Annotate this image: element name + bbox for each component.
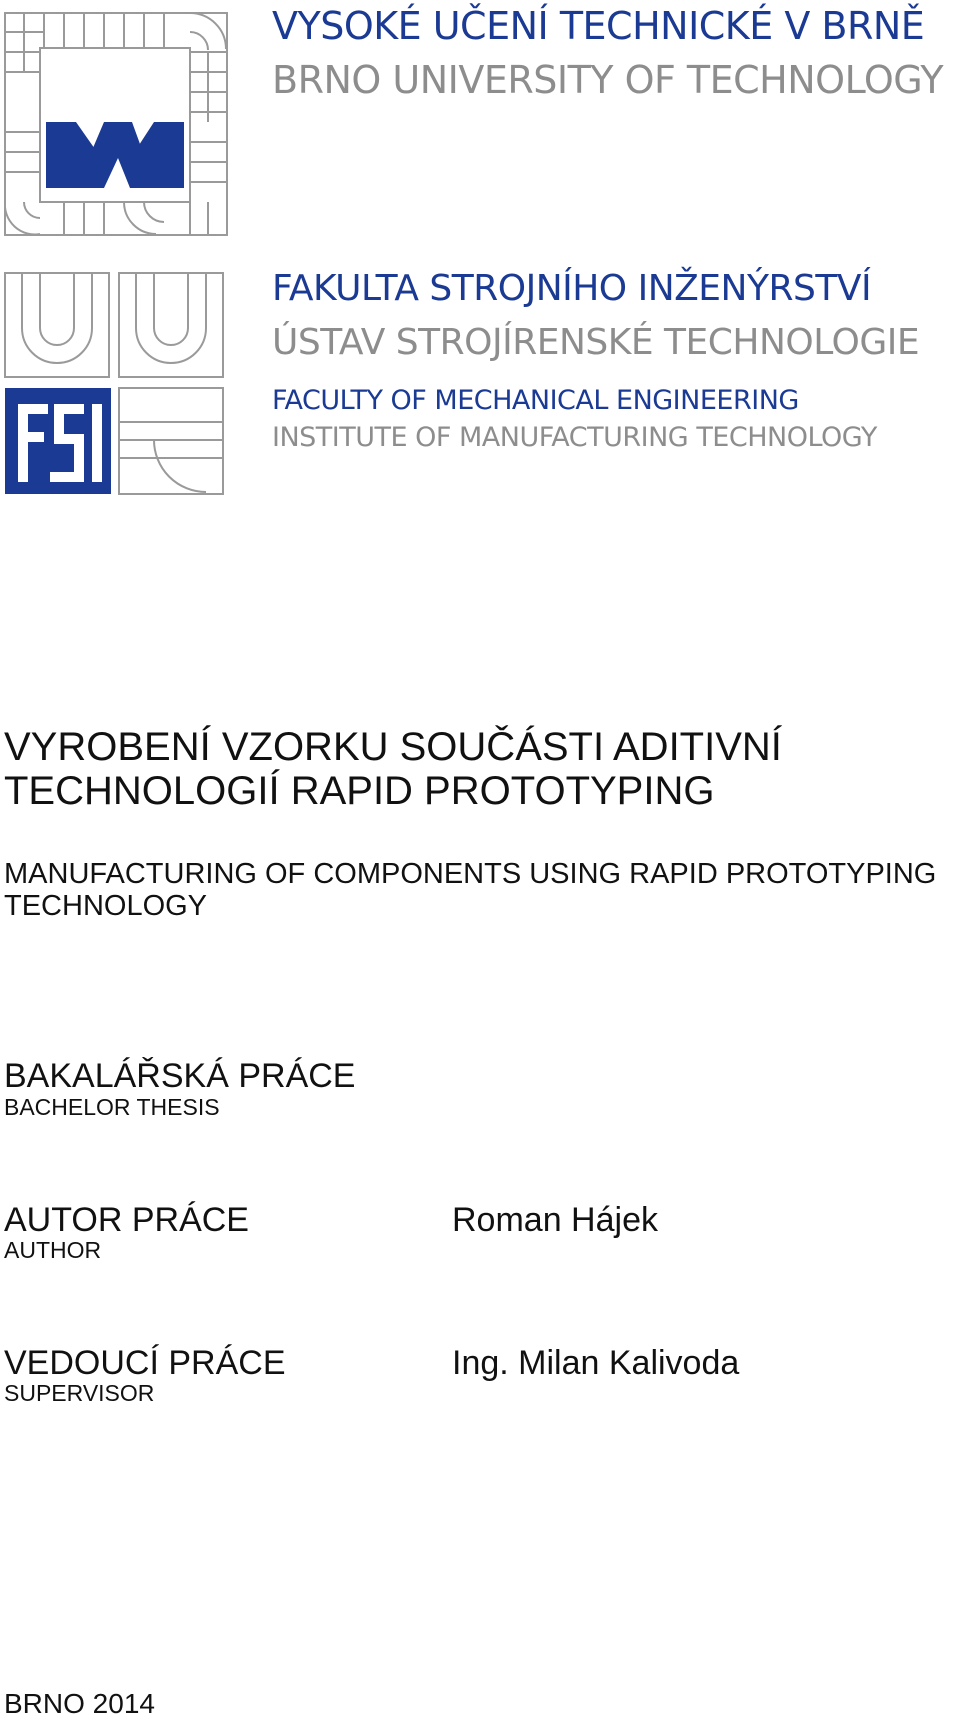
author-label-en: AUTHOR [4, 1237, 102, 1263]
thesis-type-en: BACHELOR THESIS [4, 1094, 220, 1120]
institute-name-en: INSTITUTE OF MANUFACTURING TECHNOLOGY [272, 422, 877, 453]
place-year: BRNO 2014 [4, 1688, 155, 1719]
university-name-en: BRNO UNIVERSITY OF TECHNOLOGY [272, 58, 944, 102]
supervisor-label-en: SUPERVISOR [4, 1380, 155, 1406]
faculty-name-cz: FAKULTA STROJNÍHO INŽENÝRSTVÍ [272, 268, 872, 309]
faculty-name-en: FACULTY OF MECHANICAL ENGINEERING [272, 385, 799, 416]
university-name-cz: VYSOKÉ UČENÍ TECHNICKÉ V BRNĚ [272, 4, 925, 48]
fsi-logo [4, 272, 226, 496]
author-label-cz: AUTOR PRÁCE [4, 1201, 249, 1239]
title-en-line2: TECHNOLOGY [4, 890, 208, 922]
title-cz-line1: VYROBENÍ VZORKU SOUČÁSTI ADITIVNÍ [4, 725, 782, 769]
institute-name-cz: ÚSTAV STROJÍRENSKÉ TECHNOLOGIE [272, 322, 920, 363]
title-cz-line2: TECHNOLOGIÍ RAPID PROTOTYPING [4, 769, 715, 813]
title-en-line1: MANUFACTURING OF COMPONENTS USING RAPID PROTOTYPING [4, 858, 937, 890]
author-name: Roman Hájek [452, 1201, 658, 1239]
vut-logo [4, 12, 230, 238]
supervisor-label-cz: VEDOUCÍ PRÁCE [4, 1344, 286, 1382]
thesis-type-cz: BAKALÁŘSKÁ PRÁCE [4, 1057, 356, 1095]
supervisor-name: Ing. Milan Kalivoda [452, 1344, 740, 1382]
